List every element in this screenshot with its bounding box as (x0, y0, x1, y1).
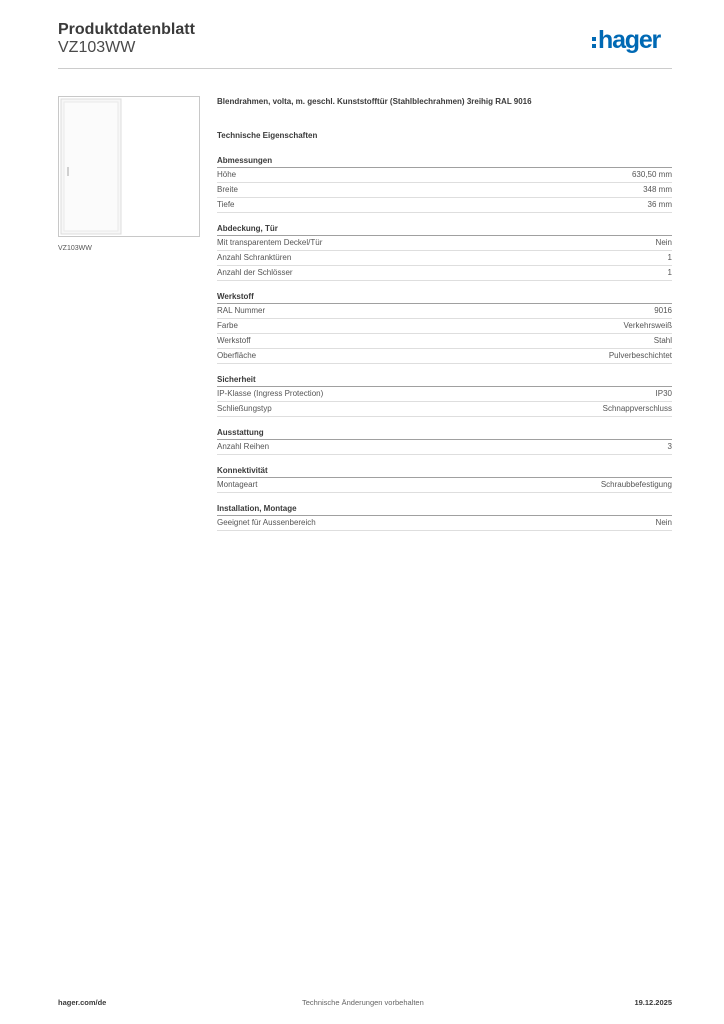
property-value: Nein (655, 238, 672, 247)
footer-date: 19.12.2025 (634, 998, 672, 1007)
property-row (217, 319, 672, 334)
property-section (217, 466, 672, 493)
section-title: Ausstattung (217, 428, 672, 440)
property-row (217, 304, 672, 319)
property-label: Tiefe (217, 200, 235, 209)
property-label: Anzahl der Schlösser (217, 268, 293, 277)
property-label: Geeignet für Aussenbereich (217, 518, 316, 527)
product-details (217, 96, 672, 542)
property-row (217, 183, 672, 198)
property-label: Montageart (217, 480, 258, 489)
property-value: 1 (667, 253, 672, 262)
property-value: Nein (655, 518, 672, 527)
property-value: Verkehrsweiß (623, 321, 672, 330)
property-value: 9016 (654, 306, 672, 315)
logo-dots-icon (592, 37, 596, 48)
property-row (217, 266, 672, 281)
property-value: 3 (667, 442, 672, 451)
property-row (217, 402, 672, 417)
footer-notice: Technische Änderungen vorbehalten (302, 998, 424, 1007)
page-title: Produktdatenblatt (58, 21, 195, 38)
property-section (217, 375, 672, 417)
property-value: 348 mm (643, 185, 672, 194)
property-row (217, 478, 672, 493)
property-label: RAL Nummer (217, 306, 266, 315)
header-divider (58, 68, 672, 69)
property-value: Schnappverschluss (602, 404, 672, 413)
section-title: Konnektivität (217, 466, 672, 478)
property-row (217, 387, 672, 402)
property-label: Breite (217, 185, 238, 194)
property-section (217, 428, 672, 455)
property-label: Oberfläche (217, 351, 257, 360)
property-row (217, 198, 672, 213)
property-row (217, 236, 672, 251)
property-row (217, 349, 672, 364)
property-row (217, 168, 672, 183)
property-label: Anzahl Reihen (217, 442, 270, 451)
property-value: Schraubbefestigung (600, 480, 672, 489)
property-row (217, 334, 672, 349)
property-label: Anzahl Schranktüren (217, 253, 292, 262)
product-image (58, 96, 200, 237)
footer-website: hager.com/de (58, 998, 107, 1007)
property-section (217, 156, 672, 213)
property-row (217, 516, 672, 531)
property-label: IP-Klasse (Ingress Protection) (217, 389, 324, 398)
property-label: Schließungstyp (217, 404, 272, 413)
property-value: IP30 (655, 389, 672, 398)
logo-text: hager (598, 25, 661, 54)
product-code: VZ103WW (58, 39, 136, 56)
property-label: Werkstoff (217, 336, 251, 345)
property-row (217, 440, 672, 455)
property-sections (217, 156, 672, 531)
property-section (217, 224, 672, 281)
property-value: Pulverbeschichtet (608, 351, 672, 360)
property-value: 1 (667, 268, 672, 277)
property-row (217, 251, 672, 266)
property-section (217, 504, 672, 531)
section-title: Sicherheit (217, 375, 672, 387)
property-value: Stahl (653, 336, 672, 345)
section-title: Abdeckung, Tür (217, 224, 672, 236)
product-image-caption: VZ103WW (58, 245, 92, 252)
technical-properties-heading: Technische Eigenschaften (217, 131, 318, 140)
section-title: Werkstoff (217, 292, 672, 304)
section-title: Abmessungen (217, 156, 672, 168)
hager-logo (592, 26, 660, 54)
property-label: Farbe (217, 321, 238, 330)
section-title: Installation, Montage (217, 504, 672, 516)
property-label: Mit transparentem Deckel/Tür (217, 238, 323, 247)
property-value: 36 mm (647, 200, 672, 209)
property-section (217, 292, 672, 364)
product-description: Blendrahmen, volta, m. geschl. Kunststofftür (Stahlblechrahmen) 3reihig RAL 9016 (217, 97, 532, 106)
property-value: 630,50 mm (631, 170, 672, 179)
enclosure-door-icon (59, 97, 199, 236)
property-label: Höhe (217, 170, 237, 179)
